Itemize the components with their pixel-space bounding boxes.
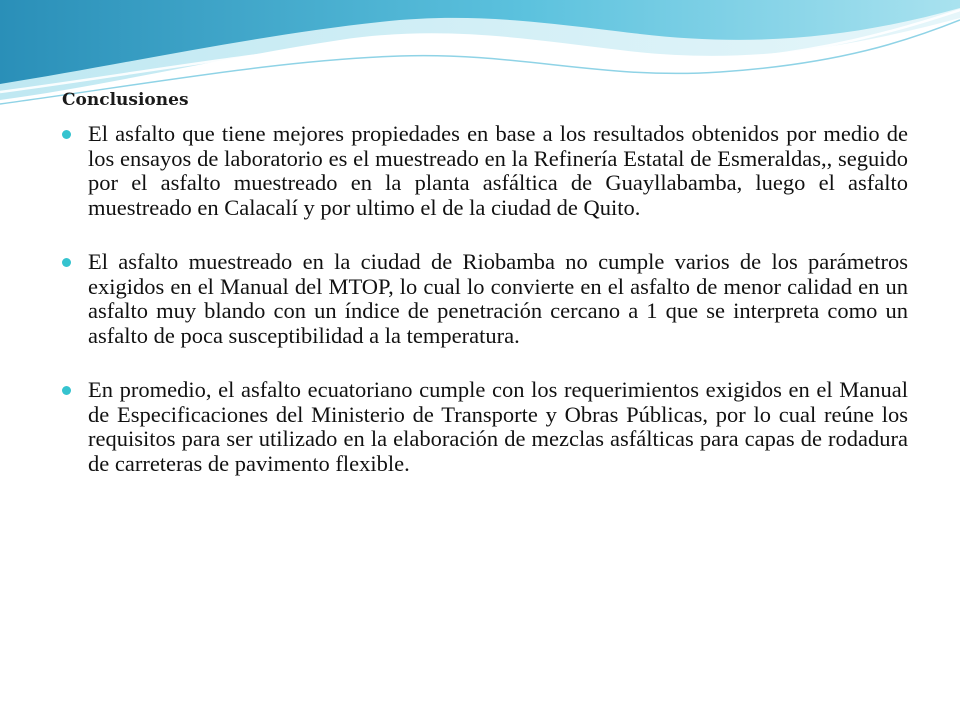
bullet-item-3 <box>62 378 908 476</box>
bullet-icon <box>62 386 71 395</box>
slide-title: Conclusiones <box>62 90 189 110</box>
bullet-icon <box>62 130 71 139</box>
bullet-text-1: El asfalto que tiene mejores propiedades en base a los resultados obtenidos por medio de los ensayos de laboratorio es el muestreado en la Refinería Estatal de Esmeraldas,, seguido por el asfalto muestreado en la planta asfáltica de Guayllabamba, luego el asfalto muestreado en Calacalí y por ultimo el de la ciudad de Quito. <box>88 121 908 220</box>
bullet-icon <box>62 258 71 267</box>
bullet-item-1 <box>62 122 908 220</box>
bullet-text-2: El asfalto muestreado en la ciudad de Riobamba no cumple varios de los parámetros exigidos en el Manual del MTOP, lo cual lo convierte en el asfalto de menor calidad en un asfalto muy blando con un índice de penetración cercano a 1 que se interpreta como un asfalto de poca susceptibilidad a la temperatura. <box>88 249 908 348</box>
bullet-text-3: En promedio, el asfalto ecuatoriano cumple con los requerimientos exigidos en el Manual de Especificaciones del Ministerio de Transporte y Obras Públicas, por lo cual reúne los requisitos para ser utilizado en la elaboración de mezclas asfálticas para capas de rodadura de carreteras de pavimento flexible. <box>88 377 908 476</box>
bullet-list <box>62 122 908 506</box>
bullet-item-2 <box>62 250 908 348</box>
